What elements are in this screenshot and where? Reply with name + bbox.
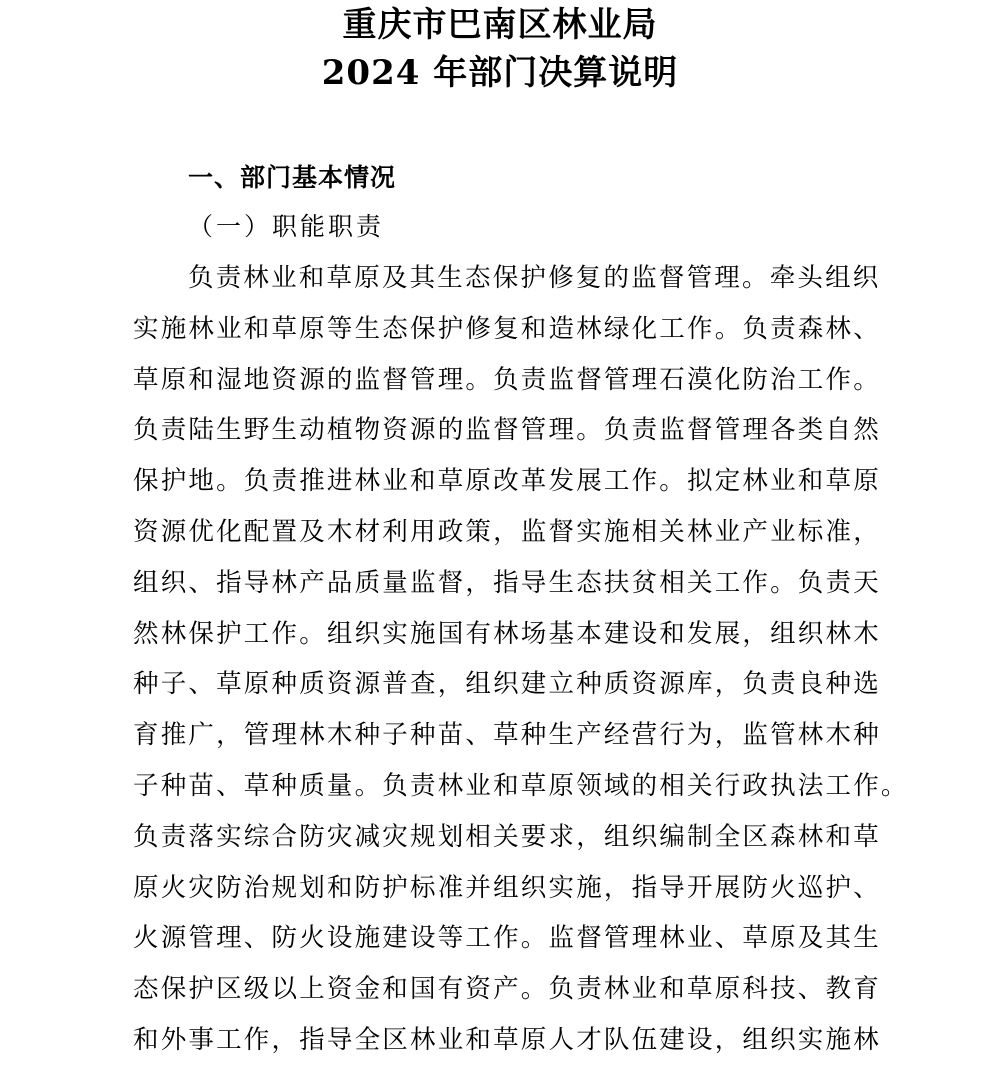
body-line: 实施林业和草原等生态保护修复和造林绿化工作。负责森林、 [133, 313, 881, 344]
body-line: 负责林业和草原及其生态保护修复的监督管理。牵头组织 [188, 263, 881, 293]
body-line: 种子、草原种质资源普查，组织建立种质资源库，负责良种选 [133, 669, 881, 700]
document-title-line-1: 重庆市巴南区林业局 [342, 5, 658, 45]
body-line: 然林保护工作。组织实施国有林场基本建设和发展，组织林木 [133, 618, 881, 649]
body-line: 子种苗、草种质量。负责林业和草原领域的相关行政执法工作。 [133, 770, 909, 801]
subsection-heading: （一）职能职责 [188, 212, 385, 241]
body-line: 保护地。负责推进林业和草原改革发展工作。拟定林业和草原 [133, 466, 881, 497]
body-paragraph [133, 256, 909, 1069]
body-line: 火源管理、防火设施建设等工作。监督管理林业、草原及其生 [133, 923, 881, 954]
body-line: 育推广，管理林木种子种苗、草种生产经营行为，监管林木种 [133, 720, 881, 751]
body-line: 态保护区级以上资金和国有资产。负责林业和草原科技、教育 [133, 974, 881, 1005]
body-line: 原火灾防治规划和防护标准并组织实施，指导开展防火巡护、 [133, 872, 881, 903]
body-line: 资源优化配置及木材利用政策，监督实施相关林业产业标准， [133, 516, 881, 547]
section-heading: 一、部门基本情况 [188, 163, 397, 192]
body-line: 负责陆生野生动植物资源的监督管理。负责监督管理各类自然 [133, 415, 881, 446]
body-line: 组织、指导林产品质量监督，指导生态扶贫相关工作。负责天 [133, 567, 881, 598]
body-line: 草原和湿地资源的监督管理。负责监督管理石漠化防治工作。 [133, 364, 881, 395]
body-line: 和外事工作，指导全区林业和草原人才队伍建设，组织实施林 [133, 1024, 881, 1055]
document-title-line-2: 2024 年部门决算说明 [321, 53, 679, 93]
body-line: 负责落实综合防灾减灾规划相关要求，组织编制全区森林和草 [133, 821, 881, 852]
